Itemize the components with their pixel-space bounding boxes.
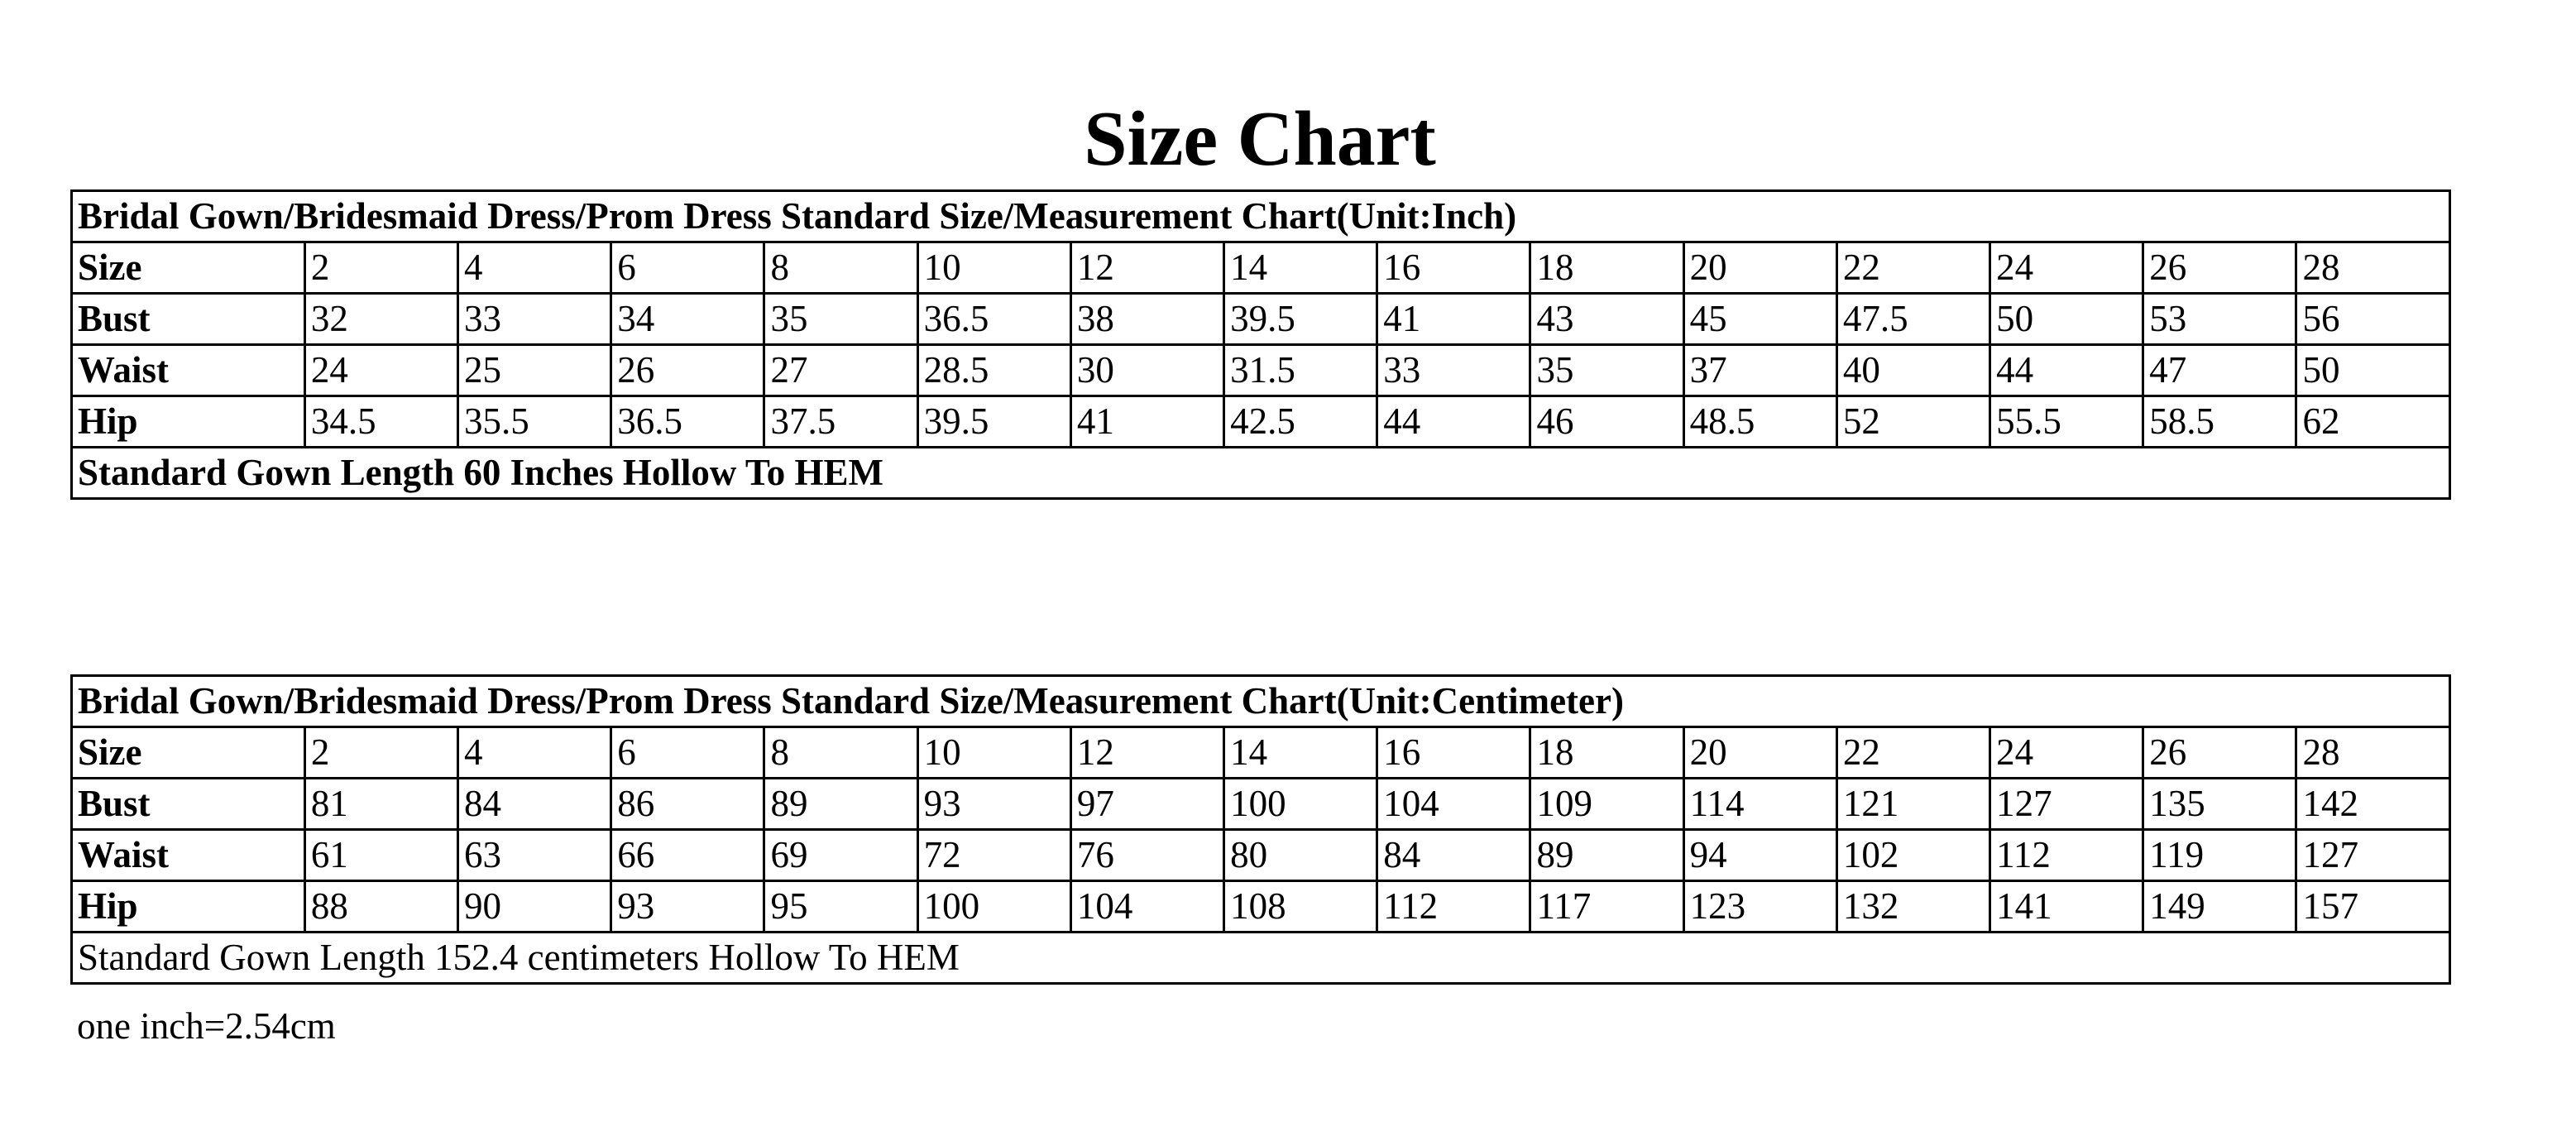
table-cell: 42.5 <box>1224 396 1377 448</box>
table-cell: 12 <box>1070 242 1223 294</box>
table-cell: 66 <box>611 830 764 881</box>
cm-table-header: Bridal Gown/Bridesmaid Dress/Prom Dress Standard Size/Measurement Chart(Unit:Centimeter) <box>72 676 2450 727</box>
inch-table-footer: Standard Gown Length 60 Inches Hollow To HEM <box>72 448 2450 499</box>
table-cell: 80 <box>1224 830 1377 881</box>
table-cell: 46 <box>1530 396 1683 448</box>
table-cell: 26 <box>611 345 764 396</box>
table-cell: 22 <box>1836 727 1989 779</box>
table-footer-row <box>72 933 2450 984</box>
table-cell: 119 <box>2143 830 2296 881</box>
cm-table-footer: Standard Gown Length 152.4 centimeters Hollow To HEM <box>72 933 2450 984</box>
table-cell: 8 <box>764 242 917 294</box>
table-cell: 95 <box>764 881 917 933</box>
table-cell: 24 <box>304 345 457 396</box>
table-cell: 123 <box>1683 881 1836 933</box>
table-cell: 31.5 <box>1224 345 1377 396</box>
table-cell: 112 <box>1377 881 1530 933</box>
row-label-waist: Waist <box>72 830 305 881</box>
table-cell: 12 <box>1070 727 1223 779</box>
bust-row <box>72 294 2450 345</box>
inch-size-table <box>70 189 2451 500</box>
table-header-row <box>72 676 2450 727</box>
table-cell: 90 <box>458 881 611 933</box>
table-cell: 38 <box>1070 294 1223 345</box>
table-cell: 69 <box>764 830 917 881</box>
table-cell: 33 <box>1377 345 1530 396</box>
table-cell: 40 <box>1836 345 1989 396</box>
table-cell: 44 <box>1377 396 1530 448</box>
table-cell: 10 <box>917 242 1070 294</box>
table-cell: 27 <box>764 345 917 396</box>
table-cell: 39.5 <box>917 396 1070 448</box>
table-cell: 44 <box>1990 345 2143 396</box>
table-header-row <box>72 191 2450 242</box>
table-cell: 50 <box>1990 294 2143 345</box>
table-cell: 43 <box>1530 294 1683 345</box>
table-cell: 28 <box>2296 242 2450 294</box>
table-cell: 35 <box>764 294 917 345</box>
table-cell: 100 <box>917 881 1070 933</box>
table-cell: 100 <box>1224 779 1377 830</box>
table-cell: 50 <box>2296 345 2450 396</box>
row-label-bust: Bust <box>72 779 305 830</box>
centimeter-size-table <box>70 674 2451 985</box>
table-cell: 97 <box>1070 779 1223 830</box>
table-cell: 63 <box>458 830 611 881</box>
table-cell: 10 <box>917 727 1070 779</box>
conversion-note: one inch=2.54cm <box>77 1005 336 1047</box>
table-cell: 121 <box>1836 779 1989 830</box>
table-cell: 104 <box>1070 881 1223 933</box>
table-cell: 20 <box>1683 727 1836 779</box>
table-cell: 32 <box>304 294 457 345</box>
table-cell: 30 <box>1070 345 1223 396</box>
table-cell: 86 <box>611 779 764 830</box>
inch-table-header: Bridal Gown/Bridesmaid Dress/Prom Dress Standard Size/Measurement Chart(Unit:Inch) <box>72 191 2450 242</box>
table-cell: 8 <box>764 727 917 779</box>
table-cell: 16 <box>1377 727 1530 779</box>
table-cell: 94 <box>1683 830 1836 881</box>
table-cell: 104 <box>1377 779 1530 830</box>
table-cell: 108 <box>1224 881 1377 933</box>
waist-row <box>72 345 2450 396</box>
table-cell: 117 <box>1530 881 1683 933</box>
table-cell: 26 <box>2143 242 2296 294</box>
table-cell: 157 <box>2296 881 2450 933</box>
table-cell: 41 <box>1070 396 1223 448</box>
table-cell: 84 <box>1377 830 1530 881</box>
table-cell: 22 <box>1836 242 1989 294</box>
table-cell: 28.5 <box>917 345 1070 396</box>
table-cell: 127 <box>2296 830 2450 881</box>
table-cell: 132 <box>1836 881 1989 933</box>
hip-row <box>72 881 2450 933</box>
table-cell: 127 <box>1990 779 2143 830</box>
table-cell: 6 <box>611 727 764 779</box>
table-cell: 56 <box>2296 294 2450 345</box>
table-cell: 62 <box>2296 396 2450 448</box>
table-cell: 33 <box>458 294 611 345</box>
table-footer-row <box>72 448 2450 499</box>
table-cell: 20 <box>1683 242 1836 294</box>
table-cell: 14 <box>1224 242 1377 294</box>
row-label-waist: Waist <box>72 345 305 396</box>
row-label-size: Size <box>72 727 305 779</box>
table-cell: 24 <box>1990 727 2143 779</box>
table-cell: 16 <box>1377 242 1530 294</box>
waist-row <box>72 830 2450 881</box>
table-cell: 24 <box>1990 242 2143 294</box>
table-cell: 37.5 <box>764 396 917 448</box>
table-cell: 53 <box>2143 294 2296 345</box>
table-cell: 47 <box>2143 345 2296 396</box>
hip-row <box>72 396 2450 448</box>
table-cell: 93 <box>917 779 1070 830</box>
table-cell: 28 <box>2296 727 2450 779</box>
table-cell: 35.5 <box>458 396 611 448</box>
size-row <box>72 727 2450 779</box>
table-cell: 45 <box>1683 294 1836 345</box>
table-cell: 37 <box>1683 345 1836 396</box>
table-cell: 2 <box>304 242 457 294</box>
page-title: Size Chart <box>1084 96 1436 182</box>
table-cell: 4 <box>458 727 611 779</box>
table-cell: 39.5 <box>1224 294 1377 345</box>
table-cell: 55.5 <box>1990 396 2143 448</box>
table-cell: 76 <box>1070 830 1223 881</box>
row-label-bust: Bust <box>72 294 305 345</box>
table-cell: 34.5 <box>304 396 457 448</box>
table-cell: 36.5 <box>611 396 764 448</box>
table-cell: 18 <box>1530 242 1683 294</box>
size-row <box>72 242 2450 294</box>
table-cell: 36.5 <box>917 294 1070 345</box>
table-cell: 88 <box>304 881 457 933</box>
table-cell: 109 <box>1530 779 1683 830</box>
table-cell: 112 <box>1990 830 2143 881</box>
table-cell: 89 <box>764 779 917 830</box>
table-cell: 6 <box>611 242 764 294</box>
table-cell: 25 <box>458 345 611 396</box>
row-label-hip: Hip <box>72 881 305 933</box>
table-cell: 84 <box>458 779 611 830</box>
row-label-hip: Hip <box>72 396 305 448</box>
table-cell: 149 <box>2143 881 2296 933</box>
row-label-size: Size <box>72 242 305 294</box>
table-cell: 35 <box>1530 345 1683 396</box>
table-cell: 93 <box>611 881 764 933</box>
table-cell: 135 <box>2143 779 2296 830</box>
table-cell: 26 <box>2143 727 2296 779</box>
table-cell: 18 <box>1530 727 1683 779</box>
table-cell: 61 <box>304 830 457 881</box>
table-cell: 14 <box>1224 727 1377 779</box>
table-cell: 81 <box>304 779 457 830</box>
table-cell: 48.5 <box>1683 396 1836 448</box>
table-cell: 2 <box>304 727 457 779</box>
table-cell: 142 <box>2296 779 2450 830</box>
table-cell: 89 <box>1530 830 1683 881</box>
table-cell: 102 <box>1836 830 1989 881</box>
table-cell: 114 <box>1683 779 1836 830</box>
table-cell: 4 <box>458 242 611 294</box>
table-cell: 47.5 <box>1836 294 1989 345</box>
table-cell: 58.5 <box>2143 396 2296 448</box>
table-cell: 34 <box>611 294 764 345</box>
table-cell: 41 <box>1377 294 1530 345</box>
table-cell: 141 <box>1990 881 2143 933</box>
table-cell: 52 <box>1836 396 1989 448</box>
table-cell: 72 <box>917 830 1070 881</box>
bust-row <box>72 779 2450 830</box>
